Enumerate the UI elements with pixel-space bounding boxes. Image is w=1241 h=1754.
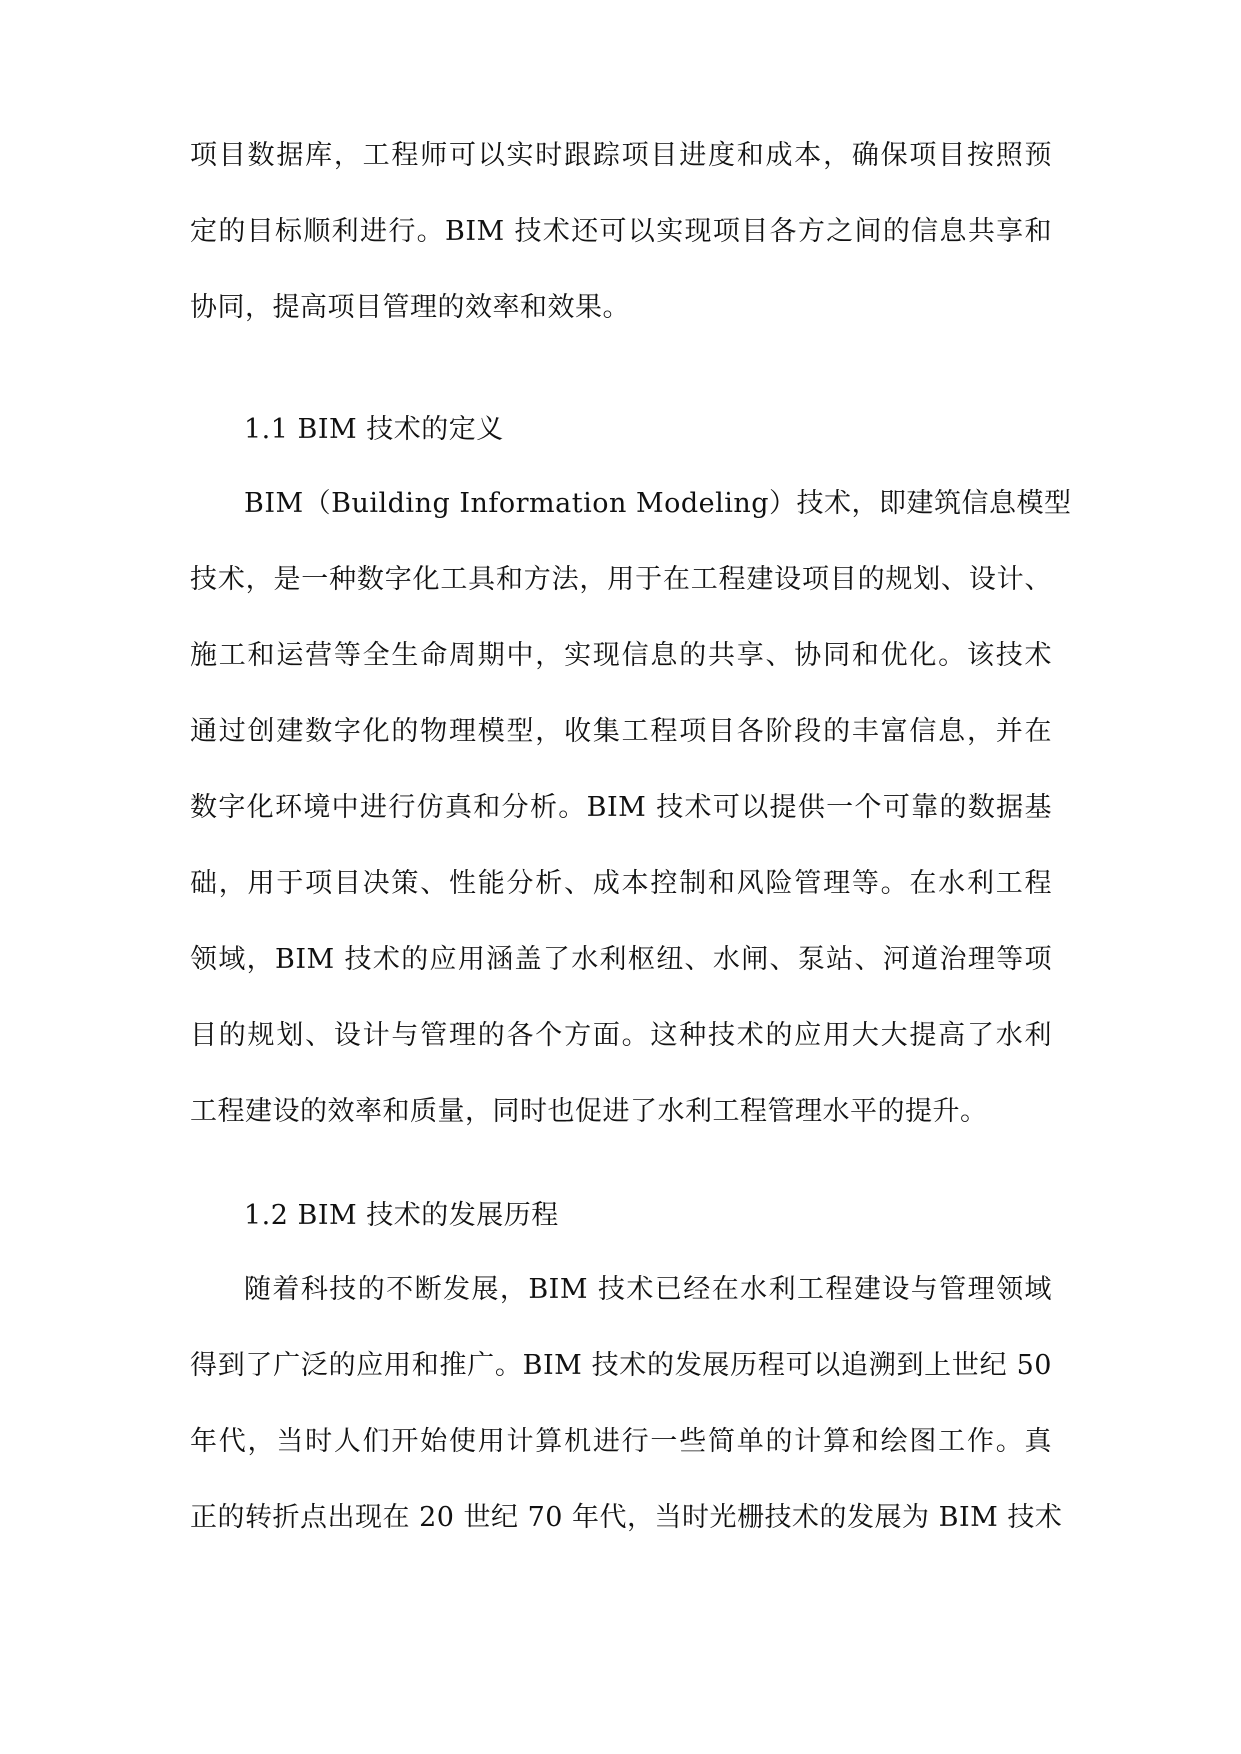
section-1-2-paragraph bbox=[190, 1252, 1063, 1556]
section-heading-1-1: 1.1 BIM 技术的定义 bbox=[244, 414, 504, 445]
intro-paragraph bbox=[190, 118, 1052, 346]
paragraph-line: 技术，是一种数字化工具和方法，用于在工程建设项目的规划、设计、 bbox=[190, 564, 1052, 595]
paragraph-line: BIM（Building Information Modeling）技术，即建筑信息模型 bbox=[244, 488, 1072, 519]
section-1-1-paragraph bbox=[190, 466, 1072, 1150]
paragraph-line: 定的目标顺利进行。BIM 技术还可以实现项目各方之间的信息共享和 bbox=[190, 216, 1052, 247]
paragraph-line: 工程建设的效率和质量，同时也促进了水利工程管理水平的提升。 bbox=[190, 1096, 988, 1127]
paragraph-line: 施工和运营等全生命周期中，实现信息的共享、协同和优化。该技术 bbox=[190, 640, 1052, 671]
paragraph-line: 项目数据库，工程师可以实时跟踪项目进度和成本，确保项目按照预 bbox=[190, 140, 1052, 171]
paragraph-line: 正的转折点出现在 20 世纪 70 年代，当时光栅技术的发展为 BIM 技术 bbox=[190, 1502, 1063, 1533]
paragraph-line: 领域，BIM 技术的应用涵盖了水利枢纽、水闸、泵站、河道治理等项 bbox=[190, 944, 1052, 975]
paragraph-line: 目的规划、设计与管理的各个方面。这种技术的应用大大提高了水利 bbox=[190, 1020, 1052, 1051]
section-heading-1-2: 1.2 BIM 技术的发展历程 bbox=[244, 1200, 559, 1231]
paragraph-line: 协同，提高项目管理的效率和效果。 bbox=[190, 292, 630, 323]
paragraph-line: 年代，当时人们开始使用计算机进行一些简单的计算和绘图工作。真 bbox=[190, 1426, 1052, 1457]
paragraph-line: 随着科技的不断发展，BIM 技术已经在水利工程建设与管理领域 bbox=[244, 1274, 1052, 1305]
paragraph-line: 通过创建数字化的物理模型，收集工程项目各阶段的丰富信息，并在 bbox=[190, 716, 1052, 747]
paragraph-line: 础，用于项目决策、性能分析、成本控制和风险管理等。在水利工程 bbox=[190, 868, 1052, 899]
paragraph-line: 数字化环境中进行仿真和分析。BIM 技术可以提供一个可靠的数据基 bbox=[190, 792, 1052, 823]
paragraph-line: 得到了广泛的应用和推广。BIM 技术的发展历程可以追溯到上世纪 50 bbox=[190, 1350, 1052, 1381]
